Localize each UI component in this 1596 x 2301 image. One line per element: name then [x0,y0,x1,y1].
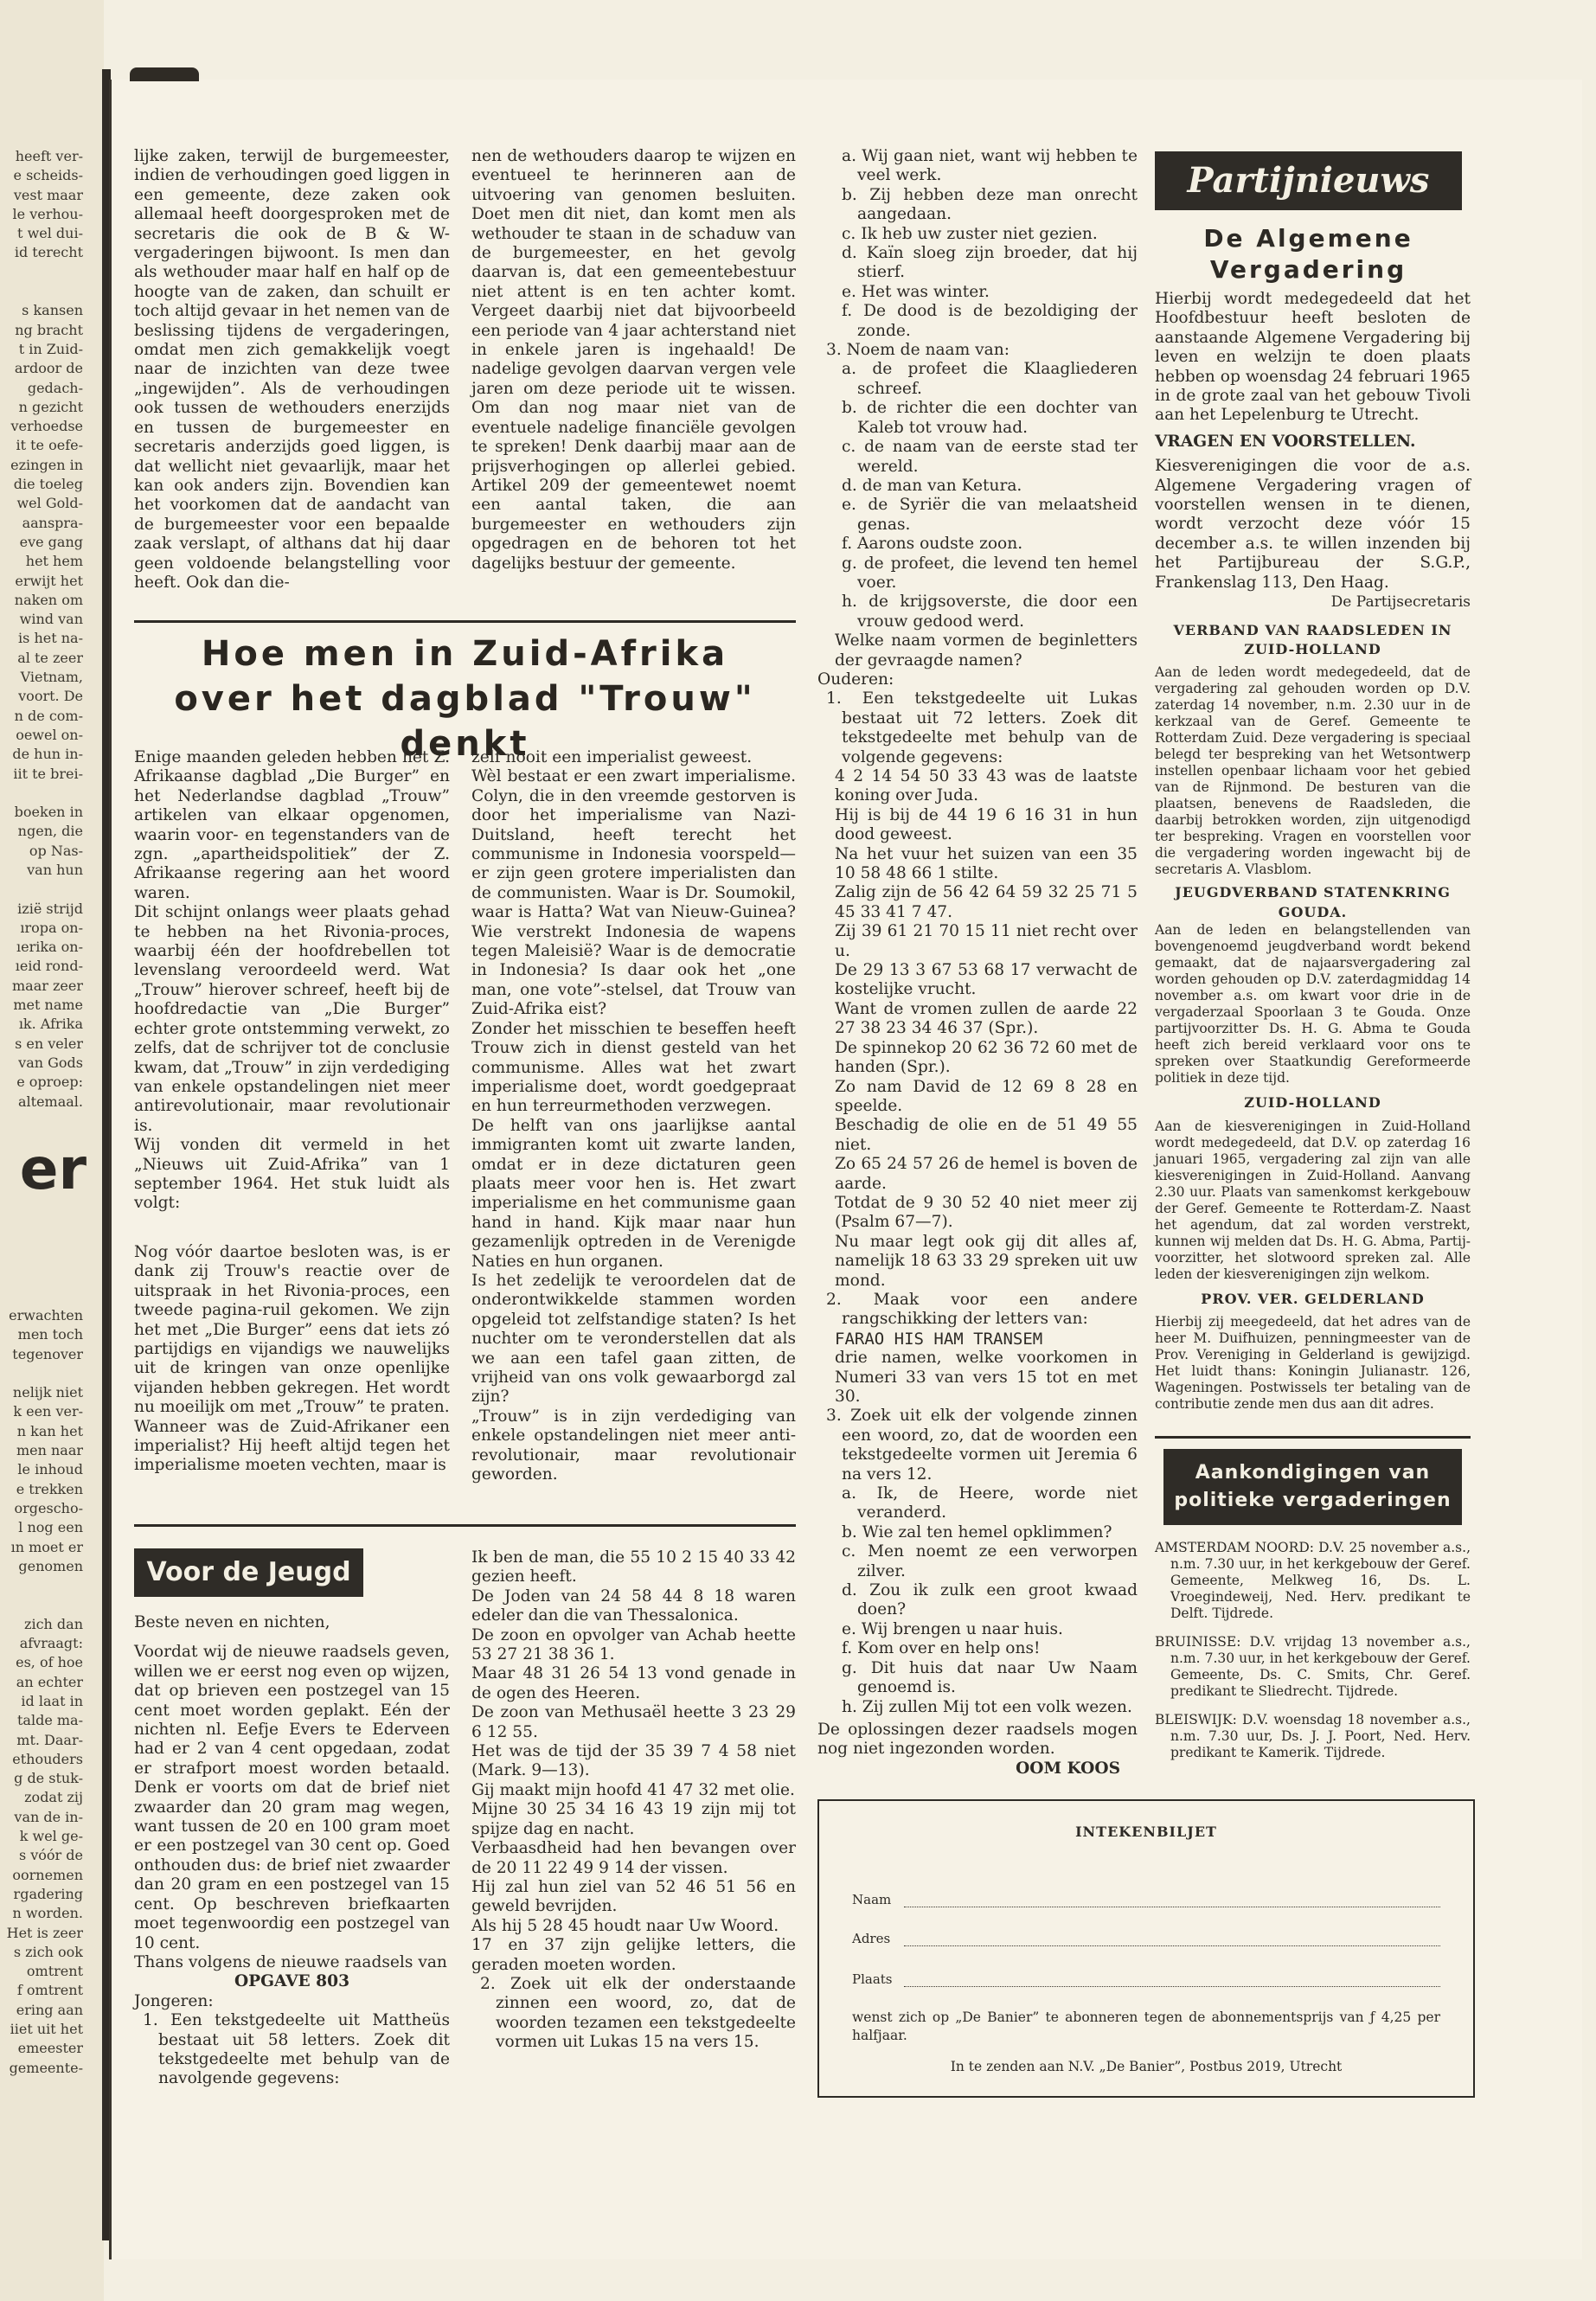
fragment-line: emeester [17,2040,83,2057]
fragment-line: iiet uit het [10,2020,83,2037]
fragment-line: zodat zij [24,1789,83,1806]
fragment-line: n gezicht [18,398,83,415]
fragment-line: erwijt het [15,572,83,589]
column-1-text: lijke zaken, terwijl de burgemeester, indien de verhoudingen goed liggen in een gemeente, deze zaken ook allemaal heeft doorgesproken met de secretaris die ook de B & W-vergaderingen bijwoont. Is men dan als wethouder maar half en half op de hoogte van de zaken, dan schuilt er toch altijd gevaar in het nemen van de beslissing tijdens de vergaderingen, omdat men zich gemakkelijk voegt naar de inzichten van deze twee „ingewijden”. Als de verhoudingen ook tussen de wethouders enerzijds en tussen de burgemeester en secretaris anderzijds goed liggen, is dat wellicht niet gevaarlijk, maar het kan ook anders zijn. Bovendien kan het voorkomen dat de aandacht van de burgemeester voor een bepaalde zaak verslapt, of althans dat hij daar geen voldoende belangstelling voor heeft. Ook dan die- [134,147,450,592]
fragment-line: oewel on- [16,726,83,743]
fragment-line: van de in- [14,1808,83,1825]
fragment-line: vest maar [13,186,83,203]
fragment-line: met name [13,997,83,1014]
fragment-line: ıeid rond- [15,958,83,975]
jeugd-column-3: a. Wij gaan niet, want wij hebben te veel werk. b. Zij hebben deze man onrecht aangedaan. c. Ik heb uw zuster niet gezien. d. Kaïn sloeg zijn broeder, dat hij stierf. e. Het was winter. f. De dood is de bezoldiging der zonde. 3. Noem de naam van: a. de profeet die Klaagliederen schreef. b. de richter die een dochter van Kaleb tot vrouw had. c. de naam van de eerste stad ter wereld. d. de man van Ketura. e. de Syriër die van melaatsheid genas. f. Aarons oudste zoon. g. de profeet, die levend ten hemel voer. h. de krijgsoverste, die door een vrouw gedood werd. Welke naam vormen de beginletters der gevraagde namen? Ouderen: 1. Een tekstgedeelte uit Lukas bestaat uit 72 letters. Zoek dit tekstgedeelte met behulp van de volgende gegevens: 4 2 14 54 50 33 43 was de laatste koning over Juda. Hij is bij de 44 19 6 16 31 in hun dood geweest. Na het vuur het suizen van een 35 10 58 48 66 1 stilte. Zalig zijn de 56 42 64 59 32 25 71 5 45 33 41 7 47. Zij 39 61 21 70 15 11 niet recht over u. De 29 13 3 67 53 68 17 verwacht de kostelijke vrucht. Want de vromen zullen de aarde 22 27 38 23 34 46 37 (Spr.). De spinnekop 20 62 36 72 60 met de handen (Spr.). Zo nam David de 12 69 8 28 en speelde. Beschadig de olie en de 51 49 55 niet. Zo 65 24 57 26 de hemel is boven de aarde. Totdat de 9 30 52 40 niet meer zij (Psalm 67—7). Nu maar legt ook gij dit alles af, namelijk 18 63 33 29 spreken uit uw mond. 2. Maak voor een andere rangschikking der letters van: FARAO HIS HAM TRANSEM drie namen, welke voorkomen in Numeri 33 van vers 15 tot en met 30. 3. Zoek uit elk der volgende zinnen een woord, zo, dat de woorden een tekstgedeelte vormen uit Jeremia 6 na vers 12. a. Ik, de Heere, worde niet veranderd. b. Wie zal ten hemel opklimmen? c. Men noemt ze een verworpen zilver. d. Zou ik zulk een groot kwaad doen? e. Wij brengen u naar huis. f. Kom over en help ons! g. Dit huis dat naar Uw Naam genoemd is. h. Zij zullen Mij tot een volk wezen. De oplossingen dezer raadsels mogen nog niet ingezonden worden. OOM KOOS [817,147,1138,1778]
fragment-line: eve gang [19,533,83,550]
fragment-line: f omtrent [16,1982,83,1999]
list-item: b. Wie zal ten hemel opklimmen? [842,1522,1112,1541]
fragment-line: men naar [16,1442,83,1459]
article-column-2: zelf nooit een imperialist geweest. Wèl bestaat er een zwart imperialisme. Colyn, die in den vreemde gestorven is door het imperialisme van Nazi-Duitsland, heeft terecht het communisme in Indonesia voorspeld— er zijn geen grotere imperialisten dan de communisten. Waar is Dr. Soumokil, waar is Hatta? Wat van Nieuw-Guinea? Wie verstrekt Indonesia de wapens tegen Maleisië? Waar is de democratie in Indonesia? Is daar ook het „one man, one vote”-stelsel, dat Trouw van Zuid-Afrika eist? Zonder het misschien te beseffen heeft Trouw zich in dienst gesteld van het communisme. Alles wat het zwart imperialisme doet, wordt goedgepraat en hun terreurmethoden verzwegen. De helft van ons jaarlijkse aantal immigranten komt uit zwarte landen, omdat er in deze dictaturen geen plaats meer voor hen is. Het zwart imperialisme en het communisme gaan hand in hand. Kijk maar naar hun gezamenlijk optreden in de Verenigde Naties en hun organen. Is het zedelijk te veroordelen dat de onderontwikkelde stammen worden opgeleid tot zelfstandige staten? Is het nuchter om te veronderstellen dat als we aan een tafel gaan zitten, de vrijheid van ons volk gewaarborgd zal zijn? „Trouw” is in zijn verdediging van enkele opstandelingen niet meer anti-revolutionair, maar revolutionair geworden. [471,748,796,1484]
list-item: c. Men noemt ze een verworpen zilver. [842,1542,1138,1580]
intekenbiljet-text: wenst zich op „De Banier” te abonneren tegen de abonnementsprijs van ƒ 4,25 per halfjaar. [852,2009,1440,2043]
aankondigingen-list [1155,1540,1471,1773]
fragment-line: n kan het [16,1422,83,1439]
list-item: e. de Syriër die van melaatsheid genas. [842,496,1138,534]
fragment-line: g de stuk- [14,1770,83,1787]
fragment-line: k een ver- [13,1403,83,1420]
jeugd-rule [134,1524,796,1527]
list-item: f. De dood is de bezoldiging der zonde. [842,302,1138,340]
plaats-field[interactable] [904,1967,1440,1987]
fragment-line: orgescho- [14,1499,83,1516]
fragment-line: gedach- [27,379,83,396]
list-item: f. Kom over en help ons! [842,1639,1041,1658]
fragment-line: wind van [19,611,83,628]
partij-column: Hierbij wordt medegedeeld dat het Hoofdbestuur heeft besloten de aanstaande Algemene Vergadering bij leven en welzijn te doen plaats hebben op woensdag 24 februari 1965 in de grote zaal van het gebouw Tivoli aan het Lepelenburg te Utrecht. VRAGEN EN VOORSTELLEN. Kiesverenigingen die voor de a.s. Algemene Vergadering vragen of voorstellen wensen in te dienen, wordt verzocht deze vóór 15 december a.s. te willen inzenden bij het Partijbureau der S.G.P., Frankenslag 113, Den Haag. De Partijsecretaris VERBAND VAN RAADSLEDEN IN ZUID-HOLLAND Aan de leden wordt medegedeeld, dat de vergadering zal gehouden worden op D.V. zaterdag 14 november, n.m. 2.30 uur in de kerkzaal van de Geref. Gemeente te Rotterdam Zuid. Deze vergadering is speciaal belegd ter bespreking van het Wetsontwerp instellen openbaar lichaam voor het gebied van de Rijnmond. De besturen van die plaatsen, benevens de Raadsleden, die daarbij betrokken worden, zijn uitgenodigd ter bespreking. Vragen en voorstellen voor die vergadering worden ingewacht bij de secretaris A. Vlasblom. JEUGDVERBAND STATENKRING GOUDA. Aan de leden en belangstellenden van bovengenoemd jeugdverband wordt bekend gemaakt, dat de najaarsvergadering zal worden gehouden op D.V. zaterdagmiddag 14 november a.s. om kwart voor drie in de vergaderzaal Spoorlaan 3 te Gouda. Onze partijvoorzitter Ds. H. G. Abma te Gouda heeft zich bereid verklaard voor ons te spreken over Staatkundig Gereformeerde politiek in deze tijd. ZUID-HOLLAND Aan de kiesverenigingen in Zuid-Holland wordt medegedeeld, dat D.V. op zaterdag 16 januari 1965, vergadering zal zijn van alle kiesverenigingen in Zuid-Holland. Aanvang 2.30 uur. Plaats van samenkomst kerkgebouw der Geref. Gemeente te Rotterdam-Z. Naast het agendum, dat zal worden verstrekt, kunnen wij melden dat Ds. H. G. Abma, Partij-voorzitter, het slotwoord spreken zal. Alle leden der kiesverenigingen zijn welkom. PROV. VER. GELDERLAND Hierbij zij meegedeeld, dat het adres van de heer M. Duifhuizen, penningmeester van de Prov. Vereniging in Gelderland is gewijzigd. Het luidt thans: Koningin Julianastr. 126, Wageningen. Postwissels ter betaling van de contributie zende men dus aan dit adres. [1155,290,1471,1412]
fragment-line: verhoedse [10,418,83,435]
fragment-line: t in Zuid- [18,340,83,357]
list-item: h. de krijgsoverste, die door een vrouw gedood werd. [842,593,1138,631]
fragment-line: tegenover [12,1345,83,1362]
fragment-line: l nog een [18,1519,83,1536]
fragment-line: es, of hoe [16,1654,83,1671]
fragment-line: e trekken [16,1480,83,1497]
fragment-line: voort. De [18,688,83,705]
plaats-label: Plaats [852,1971,893,1987]
fragment-line: s zich ook [13,1943,83,1960]
partijnieuws-banner: Partijnieuws [1155,151,1462,210]
naam-field[interactable] [904,1888,1440,1907]
naam-label: Naam [852,1892,892,1907]
intekenbiljet-footer: In te zenden aan N.V. „De Banier”, Postbus 2019, Utrecht [950,2059,1343,2074]
fragment-line: nelijk niet [12,1384,83,1401]
left-page-fragment-1 [0,147,83,1120]
fragment-line: naken om [14,591,83,608]
announcement-item: BLEISWIJK: D.V. woensdag 18 november a.s., n.m. 7.30 uur, Ds. J. J. Poort, Ned. Herv. predikant te Kamerik. Tijdrede. [1155,1712,1471,1760]
list-item: e. Het was winter. [842,282,990,301]
aankondigingen-label: Aankondigingen van politieke vergaderingen [1163,1449,1462,1525]
intekenbiljet-title: INTEKENBILJET [1075,1823,1217,1840]
fragment-line: talde ma- [17,1712,83,1729]
fragment-line: zich dan [24,1615,83,1632]
fragment-line [0,263,83,282]
fragment-line: ıerika on- [16,939,83,956]
fragment-line: ın moet er [10,1538,83,1555]
fragment-line: op Nas- [29,842,83,859]
fragment-line: gemeente- [9,2059,83,2076]
fragment-line: altemaal. [17,1093,83,1110]
list-item: c. Ik heb uw zuster niet gezien. [842,224,1098,243]
fragment-line: s vóór de [18,1847,83,1864]
fragment-line: is het na- [18,630,83,647]
fragment-line: an echter [16,1673,83,1690]
naam-row [852,1888,1440,1907]
fragment-line: k wel ge- [19,1828,83,1845]
fragment-line: n worden. [12,1905,83,1922]
fragment-line [0,1364,83,1383]
fragment-line: Het is zeer [6,1924,83,1941]
fragment-line: s en veler [15,1035,83,1052]
list-item: f. Aarons oudste zoon. [842,535,1023,554]
fragment-line [0,1576,83,1595]
fragment-line: n de com- [14,707,83,724]
list-item: b. Zij hebben deze man onrecht aangedaan. [842,185,1138,224]
fragment-line: omtrent [26,1963,83,1980]
fragment-line: ngen, die [17,823,83,840]
fragment-line [0,282,83,301]
fragment-line: het hem [25,553,83,570]
fragment-line: e oproep: [16,1074,83,1091]
fragment-line: men toch [17,1326,83,1343]
fragment-line: heeft ver- [15,148,83,164]
fragment-line: oornemen [12,1866,83,1883]
list-item: g. Dit huis dat naar Uw Naam genoemd is. [842,1658,1138,1697]
fragment-line: van hun [27,861,83,878]
fragment-line: rgadering [13,1885,83,1902]
column-2-text: nen de wethouders daarop te wijzen en eventueel te herinneren aan de uitvoering van genomen besluiten. Doet men dit niet, dan komt men als wethouder te staan in de schaduw van de burgemeester, en het gevolg daarvan is, dat een gemeentebestuur niet attent is en ten achter komt. Vergeet daarbij niet dat bijvoorbeeld een periode van 4 jaar achterstand niet in enkele jaren is ingehaald! De nadelige gevolgen daarvan vergen vele jaren om deze periode uit te wissen. Om dan nog maar niet van de eventuele nadelige financiële gevolgen te spreken! Denk daarbij maar aan de prijsverhogingen op allerlei gebied. Artikel 209 der gemeentewet noemt een aantal taken, die aan burgemeester en wethouders zijn opgedragen en de behoren tot het dagelijks bestuur der gemeente. [471,147,796,573]
article-column-1: Enige maanden geleden hebben het Z. Afrikaanse dagblad „Die Burger” en het Nederlandse dagblad „Trouw” artikelen van elkaar opgenomen, waarin voor- en tegenstanders van de zgn. „apartheidspolitiek” der Z. Afrikaanse regering aan het woord waren. Dit schijnt onlangs weer plaats gehad te hebben na het Rivonia-proces, waarbij één der hoofdrebellen tot levenslang veroordeeld werd. Wat „Trouw” hierover schreef, heeft bij de hoofdredactie van „Die Burger” echter grote ontstemming verwekt, zo zelfs, dat de schrijver tot de conclusie kwam, dat „Trouw” in zijn verdediging van enkele opstandelingen niet meer antirevolutionair, maar revolutionair is. Wij vonden dit vermeld in het „Nieuws uit Zuid-Afrika” van 1 september 1964. Het stuk luidt als volgt: [134,748,450,1213]
intekenbiljet-form [817,1799,1475,2098]
fragment-line: genomen [18,1557,83,1574]
article-column-1-quote: Nog vóór daartoe besloten was, is er dank zij Trouw's reactie over de uitspraak in het Rivonia-proces, een tweede pagina-ruil gekomen. We zijn het met „Die Burger” eens dat iets zó partijdigs en vijandigs we nauwelijks uit de kringen van onze openlijke vijanden hebben gekregen. Het wordt nu moeilijk om met „Trouw” te praten. Wanneer was de Zuid-Afrikaner een imperialist? Hij heeft altijd tegen het imperialisme moeten vechten, maar is [134,1243,450,1475]
fragment-line: ardoor de [14,360,83,377]
jeugd-column-1: Beste neven en nichten, Voordat wij de nieuwe raadsels geven, willen we er eerst nog even op wijzen, dat op brieven een postzegel van 15 cent moet worden geplakt. Eén der nichten nl. Eefje Evers te Ederveen had er 2 van 4 cent opgedaan, zodat er strafport moest worden betaald. Denk er voorts om dat de brief niet zwaarder dan 20 gram mag wegen, want tussen de 20 en 100 gram moet er een postzegel van 30 cent op. Goed onthouden dus: de brief niet zwaarder dan 20 gram en een postzegel van 15 cent. Op beschreven briefkaarten moet tegenwoordig een postzegel van 10 cent. Thans volgens de nieuwe raadsels van OPGAVE 803 Jongeren: 1. Een tekstgedeelte uit Mattheüs bestaat uit 58 letters. Zoek dit tekstgedeelte met behulp van de navolgende gegevens: [134,1613,450,2088]
fragment-line: it te oefe- [16,437,83,454]
fragment-line: id terecht [14,244,83,261]
headline-rule [134,620,796,623]
article-headline: Hoe men in Zuid-Afrika over het dagblad "Trouw" denkt [174,634,756,764]
fragment-line: s kansen [22,302,83,319]
fragment-line: le verhou- [12,205,83,222]
partij-title: De Algemene Vergadering [1203,224,1413,284]
list-item: e. Wij brengen u naar huis. [842,1619,1063,1638]
fragment-line: le inhoud [17,1461,83,1478]
announcement-item: BRUINISSE: D.V. vrijdag 13 november a.s., n.m. 7.30 uur, in het kerkgebouw der Geref. Gemeente, Ds. C. Smits, Chr. Geref. predikant te Sliedrecht. Tijdrede. [1155,1634,1471,1699]
list-item: a. de profeet die Klaagliederen schreef. [842,360,1138,398]
fragment-line [0,784,83,803]
left-page-fragment-2 [0,1306,83,2102]
fragment-line: izië strijd [17,900,83,917]
fragment-line: Vietnam, [20,669,83,686]
fragment-line: ng bracht [15,321,83,338]
left-page-fragment-heading: er [19,1136,87,1202]
fragment-line: id laat in [21,1692,83,1709]
fragment-line: ıropa on- [20,919,83,936]
fragment-line: erwachten [9,1307,83,1324]
fragment-line: ering aan [16,2001,83,2018]
fragment-line: t wel dui- [17,225,83,242]
list-item: d. Zou ik zulk een groot kwaad doen? [842,1581,1138,1619]
list-item: d. Kaïn sloeg zijn broeder, dat hij stierf. [842,244,1138,282]
fragment-line: boeken in [14,804,83,821]
fragment-line: afvraagt: [19,1635,83,1652]
fragment-line: wel Gold- [16,495,83,512]
fragment-line: mt. Daar- [16,1731,83,1748]
plaats-row [852,1967,1440,1987]
list-item: d. de man van Ketura. [842,476,1022,495]
fragment-line: e scheids- [13,167,83,184]
fragment-line: aanspra- [22,514,83,531]
list-item: a. Ik, de Heere, worde niet veranderd. [842,1484,1138,1522]
list-item: h. Zij zullen Mij tot een volk wezen. [842,1697,1132,1716]
adres-label: Adres [852,1931,891,1946]
fragment-line [0,880,83,899]
page-tab-mark [130,67,199,81]
fragment-line: ık. Afrika [18,1016,83,1033]
fragment-line: al te zeer [17,649,83,666]
fragment-line: die toeleg [13,476,83,493]
fragment-line: iit te brei- [13,765,83,782]
aankondigingen-rule [1155,1436,1471,1439]
jeugd-label: Voor de Jeugd [134,1548,363,1597]
list-item: g. de profeet, die levend ten hemel voer. [842,554,1138,592]
fragment-line: maar zeer [12,977,83,994]
list-item: a. Wij gaan niet, want wij hebben te veel werk. [842,147,1138,185]
list-item: c. de naam van de eerste stad ter wereld. [842,438,1138,476]
adres-field[interactable] [904,1926,1440,1946]
fragment-line: ezingen in [10,456,83,473]
fragment-line: ethouders [12,1750,83,1767]
fragment-line: van Gods [18,1054,83,1071]
list-item: b. de richter die een dochter van Kaleb tot vrouw had. [842,399,1138,437]
announcement-item: AMSTERDAM NOORD: D.V. 25 november a.s., n.m. 7.30 uur, in het kerkgebouw der Geref. Gemeente, Melkweg 16, Ds. L. Vroegindeweij, Ned. Herv. predikant te Delft. Tijdrede. [1155,1540,1471,1621]
adres-row [852,1926,1440,1946]
jeugd-column-2: Ik ben de man, die 55 10 2 15 40 33 42 gezien heeft. De Joden van 24 58 44 8 18 waren edeler dan die van Thessalonica. De zoon en opvolger van Achab heette 53 27 21 38 36 1. Maar 48 31 26 54 13 vond genade in de ogen des Heeren. De zoon van Methusaël heette 3 23 29 6 12 55. Het was de tijd der 35 39 7 4 58 niet (Mark. 9—13). Gij maakt mijn hoofd 41 47 32 met olie. Mijne 30 25 34 16 43 19 zijn mij tot spijze dag en nacht. Verbaasdheid had hen bevangen over de 20 11 22 49 9 14 der vissen. Hij zal hun ziel van 52 46 51 56 en geweld bevrijden. Als hij 5 28 45 houdt naar Uw Woord. 17 en 37 zijn gelijke letters, die geraden moeten worden. 2. Zoek uit elk der onderstaande zinnen een woord, zo, dat de woorden tezamen een tekstgedeelte vormen uit Lukas 15 na vers 15. [471,1548,796,2052]
fragment-line: de hun in- [12,746,83,763]
fragment-line [0,1595,83,1614]
